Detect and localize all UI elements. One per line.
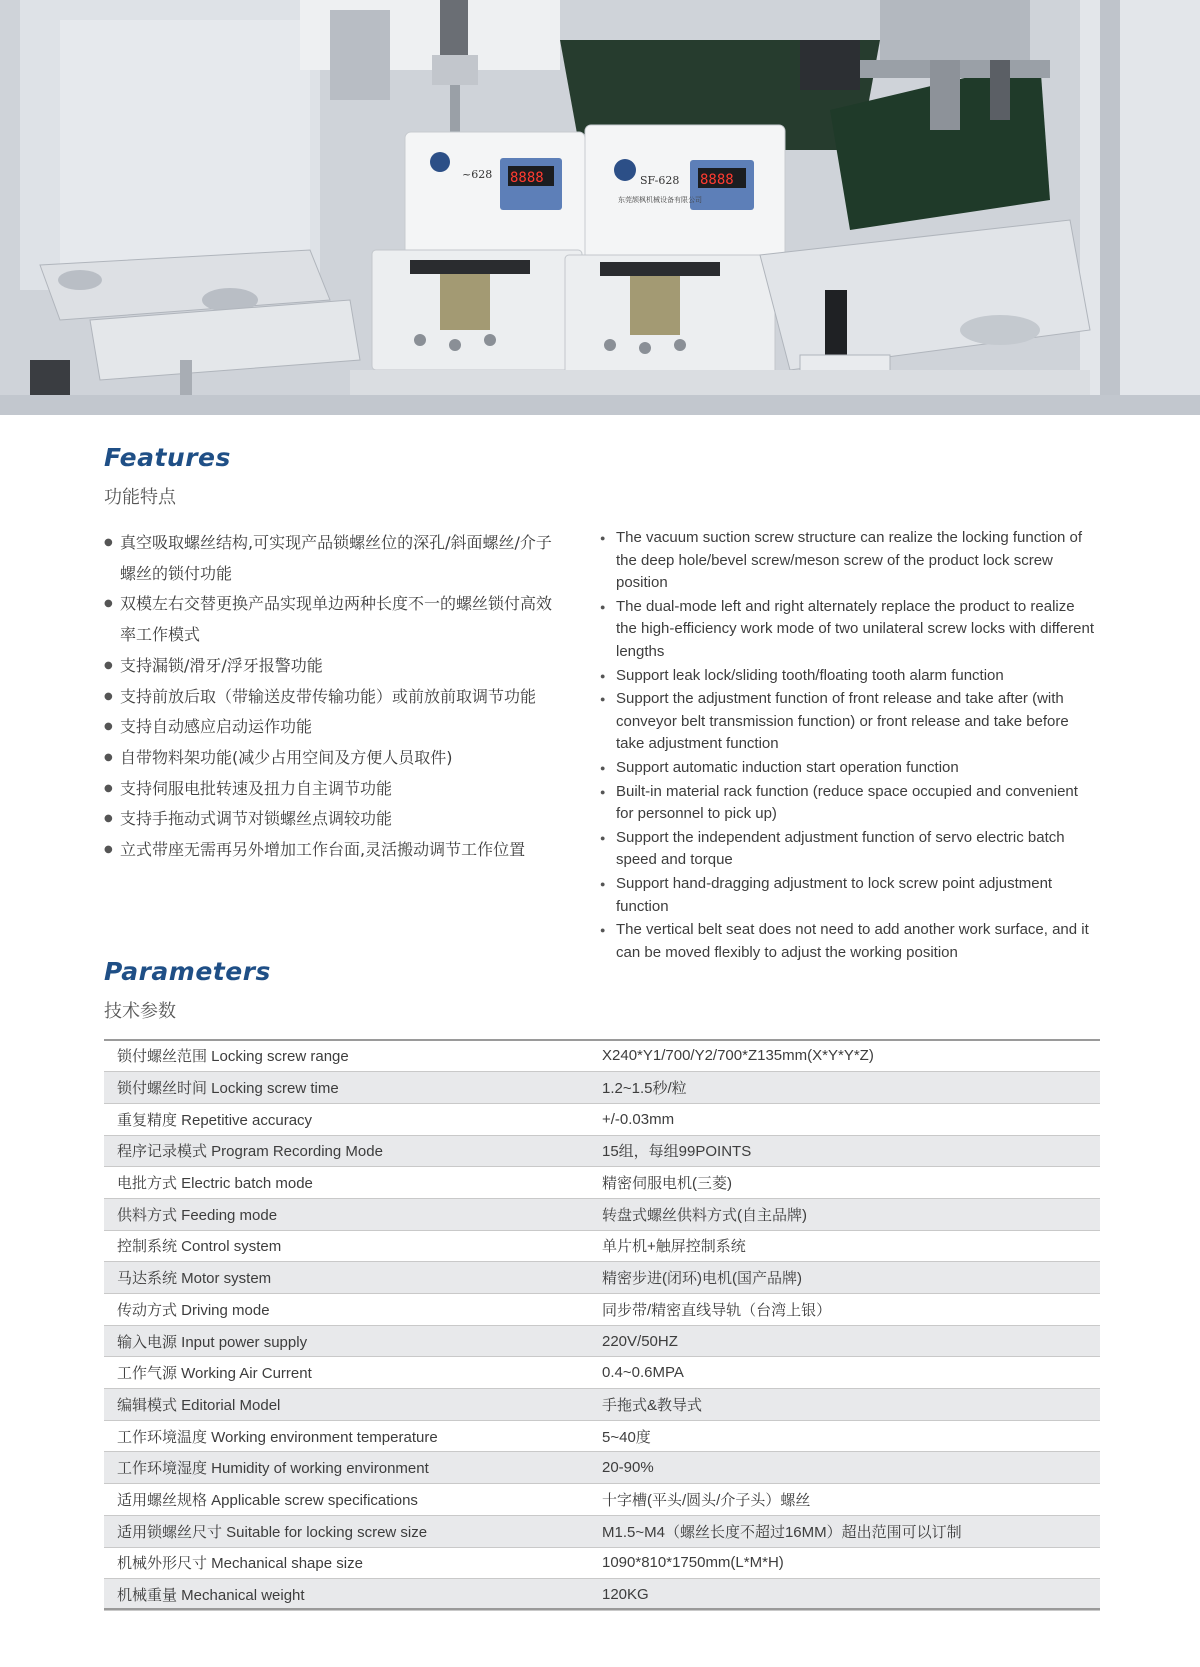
features-subtitle: 功能特点: [104, 487, 176, 508]
list-item: ● The vertical belt seat does not need to add another work surface, and it can be moved flexibly to adjust the working position: [600, 919, 1096, 964]
param-label: 工作气源 Working Air Current: [117, 1365, 312, 1383]
list-item: ● Support hand-dragging adjustment to lock screw point adjustment function: [600, 873, 1096, 918]
list-item: ● The dual-mode left and right alternately replace the product to realize the high-efficiency work mode of two unilateral screw locks with different lengths: [600, 596, 1096, 664]
table-row: [104, 1135, 1100, 1167]
table-row: [104, 1420, 1100, 1452]
param-label: 适用锁螺丝尺寸 Suitable for locking screw size: [117, 1523, 428, 1541]
param-value: +/-0.03mm: [602, 1110, 675, 1128]
table-row: [104, 1547, 1100, 1579]
list-item: ● 支持漏锁/滑牙/浮牙报警功能: [104, 651, 564, 682]
svg-text:SF-628: SF-628: [640, 174, 680, 187]
param-value: 精密伺服电机(三菱): [602, 1175, 732, 1193]
list-item: ● Support the adjustment function of front release and take after (with conveyor belt transmission function) or front release and take before take adjustment function: [600, 688, 1096, 756]
list-item: ● Support the independent adjustment function of servo electric batch speed and torque: [600, 827, 1096, 872]
param-label: 适用螺丝规格 Applicable screw specifications: [117, 1491, 418, 1509]
list-item: ● Support leak lock/sliding tooth/floating tooth alarm function: [600, 665, 1096, 688]
list-item: ● Built-in material rack function (reduce space occupied and convenient for personnel to pick up): [600, 781, 1096, 826]
list-item: ● 支持手拖动式调节对锁螺丝点调较功能: [104, 804, 564, 835]
table-row: [104, 1198, 1100, 1230]
param-value: 单片机+触屏控制系统: [602, 1238, 746, 1256]
param-value: X240*Y1/700/Y2/700*Z135mm(X*Y*Y*Z): [602, 1047, 874, 1065]
param-label: 机械外形尺寸 Mechanical shape size: [117, 1555, 363, 1573]
list-item: ● 双模左右交替更换产品实现单边两种长度不一的螺丝锁付高效率工作模式: [104, 589, 564, 650]
param-value: 20-90%: [602, 1459, 654, 1477]
table-row: [104, 1579, 1100, 1611]
param-label: 重复精度 Repetitive accuracy: [117, 1111, 313, 1129]
machine-photo: [0, 0, 1200, 415]
param-label: 控制系统 Control system: [117, 1238, 282, 1256]
table-row: [104, 1515, 1100, 1547]
param-label: 电批方式 Electric batch mode: [117, 1175, 313, 1193]
features-list-en: [600, 527, 1096, 965]
svg-text:8888: 8888: [700, 172, 734, 188]
param-value: 15组，每组99POINTS: [602, 1143, 752, 1161]
features-list-zh: [104, 528, 564, 866]
param-value: 1090*810*1750mm(L*M*H): [602, 1554, 784, 1572]
table-row: [104, 1452, 1100, 1484]
param-label: 传动方式 Driving mode: [117, 1301, 270, 1319]
list-item: ● Support automatic induction start operation function: [600, 757, 1096, 780]
param-value: 1.2~1.5秒/粒: [602, 1080, 687, 1098]
table-row: [104, 1357, 1100, 1389]
table-row: [104, 1325, 1100, 1357]
table-row: [104, 1040, 1100, 1072]
list-item: ● 支持前放后取（带输送皮带传输功能）或前放前取调节功能: [104, 682, 564, 713]
table-bottom-rule: [104, 1608, 1100, 1610]
parameters-title: Parameters: [104, 957, 271, 986]
param-label: 输入电源 Input power supply: [117, 1333, 308, 1351]
param-label: 锁付螺丝时间 Locking screw time: [117, 1080, 339, 1098]
parameters-table: [104, 1040, 1100, 1611]
param-label: 程序记录模式 Program Recording Mode: [117, 1143, 383, 1161]
table-row: [104, 1484, 1100, 1516]
table-row: [104, 1294, 1100, 1326]
param-value: 转盘式螺丝供料方式(自主品牌): [602, 1206, 807, 1224]
param-label: 工作环境湿度 Humidity of working environment: [117, 1460, 429, 1478]
machine-illustration: [0, 0, 1200, 415]
param-value: 5~40度: [602, 1428, 651, 1446]
param-label: 机械重量 Mechanical weight: [117, 1587, 305, 1605]
param-value: M1.5~M4（螺丝长度不超过16MM）超出范围可以订制: [602, 1523, 962, 1541]
table-row: [104, 1262, 1100, 1294]
list-item: ● 支持伺服电批转速及扭力自主调节功能: [104, 774, 564, 805]
list-item: ● 自带物料架功能(减少占用空间及方便人员取件): [104, 743, 564, 774]
list-item: ● 立式带座无需再另外增加工作台面,灵活搬动调节工作位置: [104, 835, 564, 866]
table-row: [104, 1167, 1100, 1199]
param-value: 0.4~0.6MPA: [602, 1364, 684, 1382]
svg-text:8888: 8888: [510, 170, 544, 186]
param-value: 120KG: [602, 1586, 649, 1604]
list-item: ● 支持自动感应启动运作功能: [104, 712, 564, 743]
table-row: [104, 1389, 1100, 1421]
table-row: [104, 1072, 1100, 1104]
param-value: 同步带/精密直线导轨（台湾上银）: [602, 1301, 832, 1319]
param-value: 精密步进(闭环)电机(国产品牌): [602, 1270, 802, 1288]
list-item: ● The vacuum suction screw structure can realize the locking function of the deep hole/bevel screw/meson screw of the product lock screw position: [600, 527, 1096, 595]
param-value: 手拖式&教导式: [602, 1396, 703, 1414]
screw-feeder-right: [565, 125, 785, 375]
table-row: [104, 1103, 1100, 1135]
features-title: Features: [104, 443, 231, 472]
param-label: 锁付螺丝范围 Locking screw range: [117, 1048, 349, 1066]
svg-text:~628: ~628: [462, 168, 493, 181]
table-row: [104, 1230, 1100, 1262]
param-label: 马达系统 Motor system: [117, 1270, 272, 1288]
parameters-subtitle: 技术参数: [104, 1001, 176, 1022]
param-value: 220V/50HZ: [602, 1332, 678, 1350]
param-label: 供料方式 Feeding mode: [117, 1206, 278, 1224]
list-item: ● 真空吸取螺丝结构,可实现产品锁螺丝位的深孔/斜面螺丝/介子螺丝的锁付功能: [104, 528, 564, 589]
svg-text:东莞颉枫机械设备有限公司: 东莞颉枫机械设备有限公司: [618, 196, 702, 204]
param-value: 十字槽(平头/圆头/介子头）螺丝: [602, 1491, 811, 1509]
param-label: 编辑模式 Editorial Model: [117, 1396, 281, 1414]
param-label: 工作环境温度 Working environment temperature: [117, 1428, 438, 1446]
